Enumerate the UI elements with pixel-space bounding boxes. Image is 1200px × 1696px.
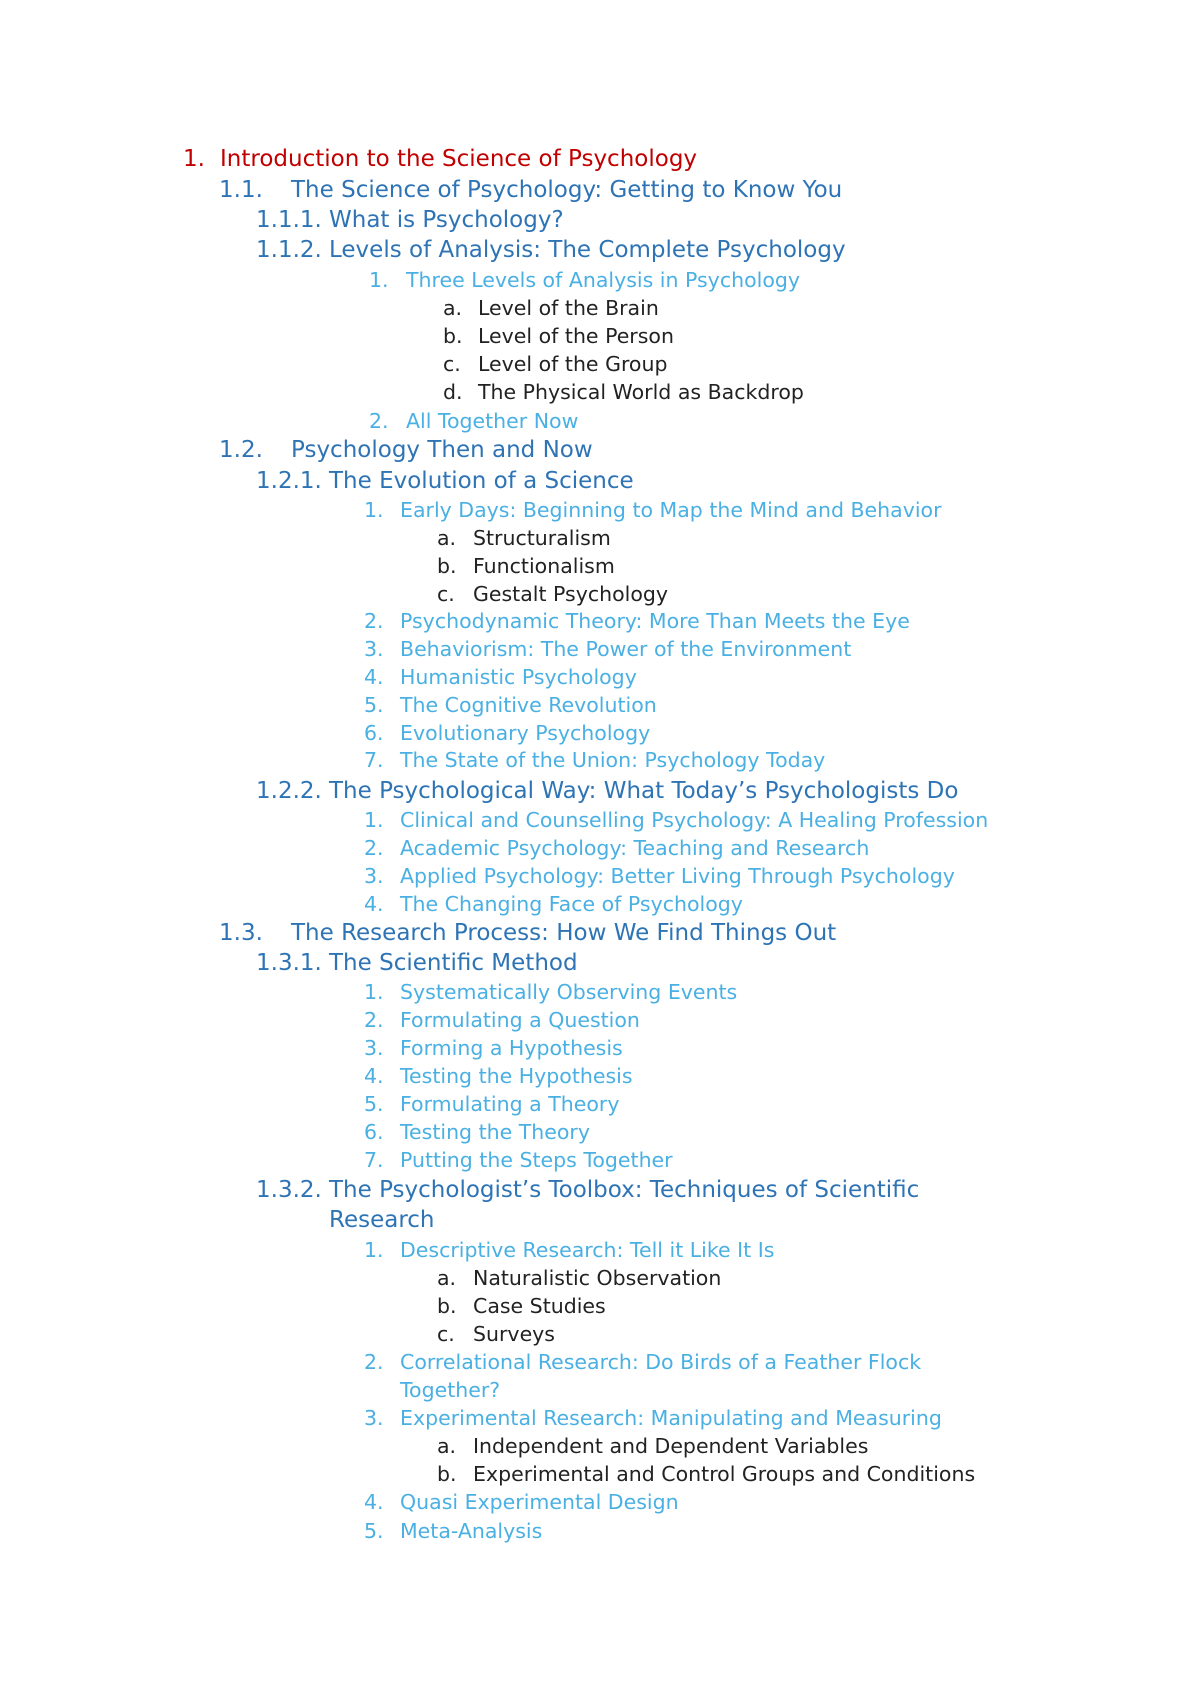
item-number: 4. (364, 892, 384, 916)
item-text: Three Levels of Analysis in Psychology (406, 268, 801, 292)
item-text: Surveys (473, 1322, 555, 1346)
item-text: The Physical World as Backdrop (478, 380, 804, 404)
item-number: 5. (364, 1092, 384, 1116)
item-text: Putting the Steps Together (400, 1148, 673, 1172)
item-text: The Evolution of a Science (329, 468, 634, 494)
item-number: 2. (364, 1008, 384, 1032)
item-text-continued: Together? (400, 1378, 501, 1402)
item-text: Experimental Research: Manipulating and Measuring (400, 1406, 942, 1430)
item-number: c. (437, 582, 455, 606)
item-text: Quasi Experimental Design (400, 1490, 679, 1514)
item-text: Experimental and Control Groups and Conditions (473, 1462, 976, 1486)
item-text: Applied Psychology: Better Living Through Psychology (400, 864, 955, 888)
item-text: The Science of Psychology: Getting to Know You (291, 177, 843, 203)
item-text: Early Days: Beginning to Map the Mind and Behavior (400, 498, 942, 522)
item-number: 3. (364, 1036, 384, 1060)
item-number: 1.3. (219, 920, 263, 946)
item-text: Academic Psychology: Teaching and Research (400, 836, 870, 860)
item-number: a. (443, 296, 463, 320)
item-text: Testing the Theory (400, 1120, 590, 1144)
item-text: Formulating a Question (400, 1008, 640, 1032)
item-text: Clinical and Counselling Psychology: A Healing Profession (400, 808, 989, 832)
item-number: 2. (369, 409, 389, 433)
item-number: d. (443, 380, 463, 404)
item-text: Humanistic Psychology (400, 665, 637, 689)
item-number: a. (437, 1434, 457, 1458)
item-text: Structuralism (473, 526, 611, 550)
item-text: Gestalt Psychology (473, 582, 669, 606)
item-text: Correlational Research: Do Birds of a Feather Flock (400, 1350, 922, 1374)
item-number: 1. (364, 808, 384, 832)
item-number: 1.3.2. (256, 1177, 322, 1203)
item-text: Levels of Analysis: The Complete Psychology (329, 237, 846, 263)
item-number: a. (437, 526, 457, 550)
item-text: Forming a Hypothesis (400, 1036, 623, 1060)
item-text: All Together Now (406, 409, 579, 433)
item-number: 6. (364, 1120, 384, 1144)
item-text: The Research Process: How We Find Things Out (291, 920, 837, 946)
item-text: Psychodynamic Theory: More Than Meets the Eye (400, 609, 910, 633)
item-text: Formulating a Theory (400, 1092, 620, 1116)
item-text: Testing the Hypothesis (400, 1064, 633, 1088)
item-text: Level of the Person (478, 324, 674, 348)
item-number: 3. (364, 864, 384, 888)
item-text: Introduction to the Science of Psychology (220, 146, 698, 172)
item-number: c. (437, 1322, 455, 1346)
item-text: The Psychological Way: What Today’s Psychologists Do (329, 778, 959, 804)
item-number: 2. (364, 609, 384, 633)
item-number: 1.2. (219, 437, 263, 463)
item-text: Behaviorism: The Power of the Environment (400, 637, 852, 661)
item-number: 6. (364, 721, 384, 745)
item-text: What is Psychology? (329, 207, 564, 233)
item-number: 1. (369, 268, 389, 292)
item-text: Evolutionary Psychology (400, 721, 651, 745)
item-text: Naturalistic Observation (473, 1266, 722, 1290)
item-text: The Cognitive Revolution (400, 693, 657, 717)
item-number: 1. (364, 980, 384, 1004)
item-number: b. (437, 554, 457, 578)
item-text: Case Studies (473, 1294, 606, 1318)
item-text: Level of the Brain (478, 296, 659, 320)
item-number: b. (437, 1462, 457, 1486)
item-text: Functionalism (473, 554, 615, 578)
item-number: 1.1. (219, 177, 263, 203)
item-number: 1.2.1. (256, 468, 322, 494)
item-number: b. (437, 1294, 457, 1318)
item-number: 4. (364, 665, 384, 689)
item-number: 3. (364, 637, 384, 661)
item-number: 7. (364, 1148, 384, 1172)
item-number: 1. (364, 498, 384, 522)
item-text-continued: Research (329, 1207, 435, 1233)
item-number: 1. (364, 1238, 384, 1262)
item-number: 5. (364, 1519, 384, 1543)
item-text: Descriptive Research: Tell it Like It Is (400, 1238, 775, 1262)
item-number: 1.2.2. (256, 778, 322, 804)
item-number: 2. (364, 1350, 384, 1374)
item-number: 1.3.1. (256, 950, 322, 976)
item-number: 2. (364, 836, 384, 860)
item-number: 1.1.1. (256, 207, 322, 233)
item-number: 7. (364, 748, 384, 772)
item-text: Independent and Dependent Variables (473, 1434, 869, 1458)
item-text: Psychology Then and Now (291, 437, 593, 463)
item-text: The Psychologist’s Toolbox: Techniques of Scientific (329, 1177, 920, 1203)
item-number: a. (437, 1266, 457, 1290)
item-number: 4. (364, 1064, 384, 1088)
item-number: 1.1.2. (256, 237, 322, 263)
item-text: Level of the Group (478, 352, 668, 376)
item-text: Systematically Observing Events (400, 980, 738, 1004)
item-number: 4. (364, 1490, 384, 1514)
item-text: Meta-Analysis (400, 1519, 543, 1543)
item-number: 1. (183, 146, 205, 172)
item-text: The Changing Face of Psychology (400, 892, 743, 916)
item-number: b. (443, 324, 463, 348)
item-number: c. (443, 352, 461, 376)
item-number: 3. (364, 1406, 384, 1430)
item-text: The State of the Union: Psychology Today (400, 748, 826, 772)
item-number: 5. (364, 693, 384, 717)
item-text: The Scientific Method (329, 950, 578, 976)
